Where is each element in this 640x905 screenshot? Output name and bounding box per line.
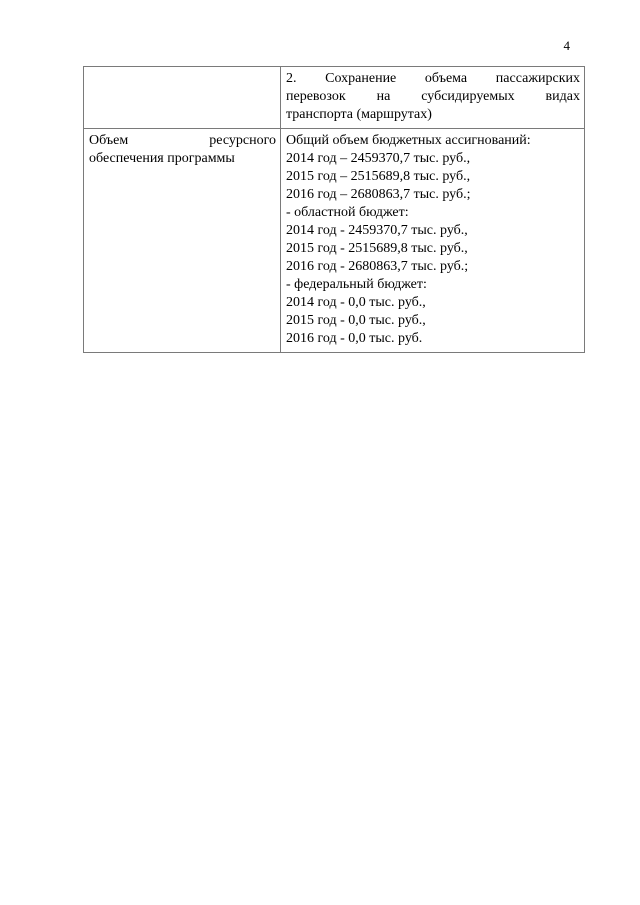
row1-right-cell: [281, 67, 585, 129]
budget-line: Общий объем бюджетных ассигнований:: [286, 133, 531, 148]
budget-line: 2016 год - 2680863,7 тыс. руб.;: [286, 259, 469, 274]
row1-right-line: перевозок на субсидируемых видах: [286, 89, 580, 104]
row2-left-cell: [84, 129, 281, 353]
row1-left-cell: [84, 67, 281, 129]
budget-line: 2015 год - 0,0 тыс. руб.,: [286, 313, 426, 328]
budget-line: 2015 год – 2515689,8 тыс. руб.,: [286, 169, 471, 184]
table-row: [84, 129, 585, 353]
row2-right-cell: [281, 129, 585, 353]
budget-line: 2015 год - 2515689,8 тыс. руб.,: [286, 241, 468, 256]
budget-line: 2016 год - 0,0 тыс. руб.: [286, 331, 423, 346]
budget-line: - областной бюджет:: [286, 205, 409, 220]
budget-line: 2014 год - 0,0 тыс. руб.,: [286, 295, 426, 310]
budget-line: - федеральный бюджет:: [286, 277, 427, 292]
row1-right-line: транспорта (маршрутах): [286, 107, 432, 122]
page-number: 4: [563, 38, 570, 53]
row2-left-line: обеспечения программы: [89, 151, 235, 166]
budget-line: 2014 год - 2459370,7 тыс. руб.,: [286, 223, 468, 238]
row2-left-line: Объем ресурсного: [89, 133, 276, 148]
budget-line: 2016 год – 2680863,7 тыс. руб.;: [286, 187, 471, 202]
table-row: [84, 67, 585, 129]
program-passport-table: [83, 66, 585, 353]
budget-line: 2014 год – 2459370,7 тыс. руб.,: [286, 151, 471, 166]
row1-right-line: 2. Сохранение объема пассажирских: [286, 71, 580, 86]
